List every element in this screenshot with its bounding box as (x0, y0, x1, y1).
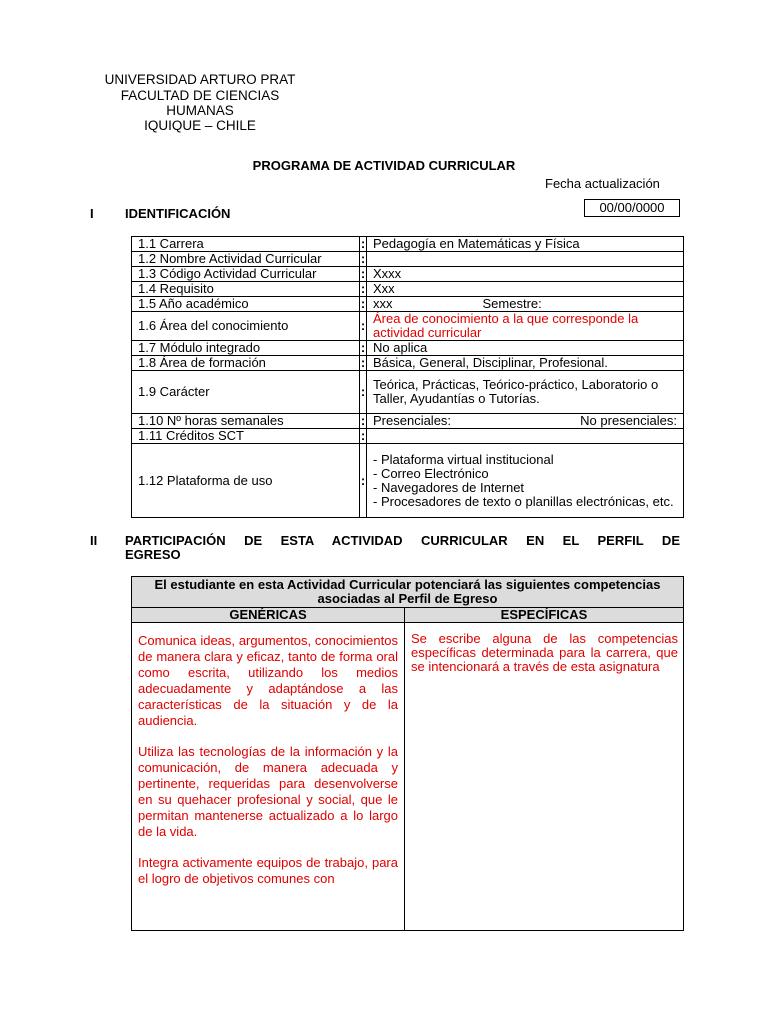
specific-competencies (405, 623, 684, 931)
table-row (132, 623, 684, 931)
table-row (132, 312, 684, 341)
field-value (367, 444, 684, 518)
section-2-title: PARTICIPACIÓN DE ESTA ACTIVIDAD CURRICULAR EN EL PERFIL DE (125, 533, 680, 548)
field-label: 1.5 Año académico (132, 297, 360, 312)
generic-competency: Comunica ideas, argumentos, conocimientos de manera clara y eficaz, tanto de forma oral como escrita, utilizando los medios adecuadamente y adaptándose a las características de la situación y de la audiencia. (138, 633, 398, 728)
competencies-header: El estudiante en esta Actividad Curricular potenciará las siguientes competencias asociadas al Perfil de Egreso (132, 577, 684, 608)
field-value (367, 252, 684, 267)
field-value: Xxxx (367, 267, 684, 282)
year-value: xxx (373, 296, 393, 311)
document-title: PROGRAMA DE ACTIVIDAD CURRICULAR (252, 158, 516, 173)
list-item: - Navegadores de Internet (373, 479, 525, 495)
section-2-number: II (90, 533, 98, 548)
table-row (132, 444, 684, 518)
field-label: 1.2 Nombre Actividad Curricular (132, 252, 360, 267)
update-date-value: 00/00/0000 (584, 199, 680, 217)
table-row (132, 341, 684, 356)
table-row (132, 282, 684, 297)
field-value: Área de conocimiento a la que corresponde la actividad curricular (367, 312, 684, 341)
field-label: 1.8 Área de formación (132, 356, 360, 371)
field-value (367, 429, 684, 444)
table-row (132, 577, 684, 608)
field-label: 1.4 Requisito (132, 282, 360, 297)
field-value (367, 414, 684, 429)
column-header-especificas: ESPECÍFICAS (405, 608, 684, 623)
list-item: - Plataforma virtual institucional (373, 451, 554, 467)
list-item: - Procesadores de texto o planillas electrónicas, etc. (373, 493, 674, 509)
table-row (132, 252, 684, 267)
field-label: 1.7 Módulo integrado (132, 341, 360, 356)
university-name: UNIVERSIDAD ARTURO PRAT (104, 72, 296, 87)
colon-separator: : (360, 428, 366, 443)
table-row (132, 267, 684, 282)
colon-separator: : (360, 340, 366, 355)
colon-separator: : (360, 251, 366, 266)
field-value: Teórica, Prácticas, Teórico-práctico, Laboratorio o Taller, Ayudantías o Tutorías. (367, 371, 684, 414)
colon-separator: : (360, 371, 367, 414)
list-item: - Correo Electrónico (373, 465, 489, 481)
table-row (132, 429, 684, 444)
faculty-name-cont: HUMANAS (166, 103, 234, 118)
colon-separator: : (360, 312, 367, 341)
competencies-table (131, 576, 684, 931)
field-value (367, 297, 684, 312)
field-label: 1.9 Carácter (132, 371, 360, 414)
section-1-title: IDENTIFICACIÓN (125, 206, 231, 221)
colon-separator: : (360, 413, 366, 428)
table-row (132, 371, 684, 414)
table-row (132, 297, 684, 312)
generic-competency: Integra activamente equipos de trabajo, para el logro de objetivos comunes con (138, 855, 398, 886)
field-value: No aplica (367, 341, 684, 356)
field-label: 1.10 Nº horas semanales (132, 414, 360, 429)
faculty-name: FACULTAD DE CIENCIAS (120, 88, 280, 103)
table-row (132, 414, 684, 429)
colon-separator: : (360, 281, 366, 296)
field-label: 1.11 Créditos SCT (132, 429, 360, 444)
colon-separator: : (360, 236, 366, 251)
field-label: 1.1 Carrera (132, 237, 360, 252)
field-value: Pedagogía en Matemáticas y Física (367, 237, 684, 252)
column-header-genericas: GENÉRICAS (132, 608, 405, 623)
table-row (132, 608, 684, 623)
section-2-title-cont: EGRESO (125, 547, 181, 562)
field-label: 1.12 Plataforma de uso (132, 444, 360, 518)
colon-separator: : (360, 444, 367, 518)
field-value: Básica, General, Disciplinar, Profesional. (367, 356, 684, 371)
no-presenciales-label: No presenciales: (580, 413, 677, 428)
field-label: 1.6 Área del conocimiento (132, 312, 360, 341)
generic-competencies (132, 623, 405, 931)
table-row (132, 356, 684, 371)
field-value: Xxx (367, 282, 684, 297)
colon-separator: : (360, 296, 366, 311)
colon-separator: : (360, 355, 366, 370)
generic-competency: Utiliza las tecnologías de la información y la comunicación, de manera adecuada y pertinente, requeridas para desenvolverse en su quehacer profesional y social, que le permitan mantenerse actualizado a lo largo de la vida. (138, 744, 398, 839)
semester-label: Semestre: (482, 296, 542, 311)
colon-separator: : (360, 266, 366, 281)
field-label: 1.3 Código Actividad Curricular (132, 267, 360, 282)
presenciales-label: Presenciales: (373, 413, 452, 428)
section-1-number: I (90, 206, 94, 221)
identification-table (131, 236, 684, 518)
specific-competency: Se escribe alguna de las competencias específicas determinada para la carrera, que se intencionará a través de esta asignatura (411, 631, 678, 674)
update-date-label: Fecha actualización (545, 176, 660, 191)
city-country: IQUIQUE – CHILE (144, 118, 256, 133)
table-row (132, 237, 684, 252)
